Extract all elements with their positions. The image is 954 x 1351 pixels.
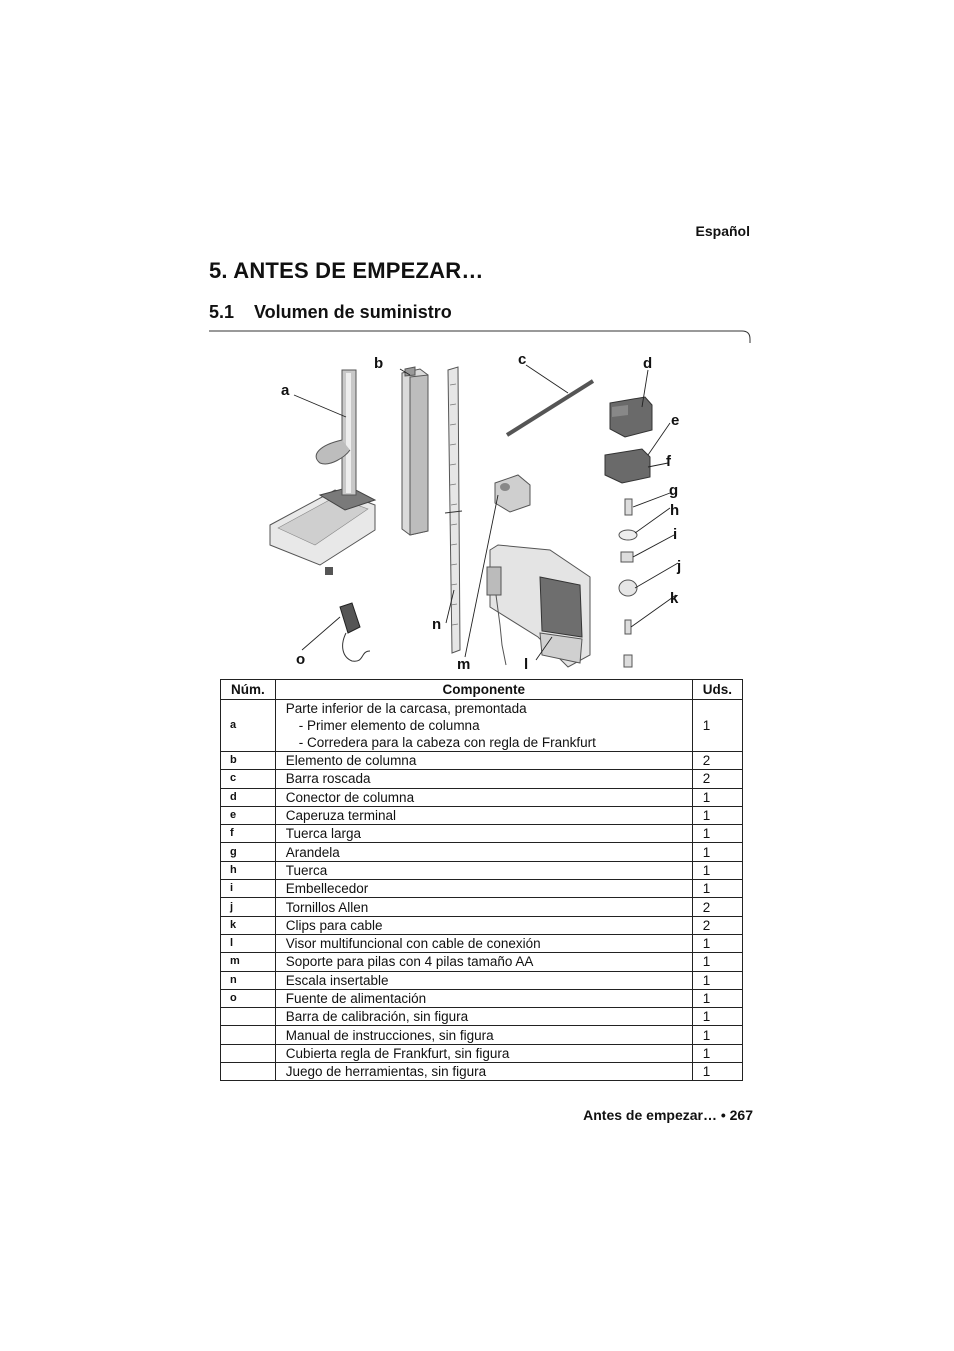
row-code — [221, 1044, 276, 1062]
row-code: i — [221, 880, 276, 898]
column-element-drawing — [402, 367, 428, 535]
row-qty: 2 — [692, 898, 742, 916]
fig-label-l: l — [524, 656, 529, 673]
row-code: j — [221, 898, 276, 916]
table-row — [221, 953, 743, 971]
table-row — [221, 934, 743, 952]
row-qty: 2 — [692, 770, 742, 788]
power-supply-drawing — [340, 603, 370, 661]
row-code: h — [221, 861, 276, 879]
row-component — [275, 700, 692, 752]
section-title-text: ANTES DE EMPEZAR… — [233, 258, 484, 283]
row-component: Arandela — [275, 843, 692, 861]
row-qty: 1 — [692, 1063, 742, 1081]
table-row — [221, 1026, 743, 1044]
row-qty: 1 — [692, 1008, 742, 1026]
parts-illustration — [250, 345, 750, 680]
row-code: c — [221, 770, 276, 788]
row-code: f — [221, 825, 276, 843]
row-component: Barra roscada — [275, 770, 692, 788]
row-qty: 1 — [692, 861, 742, 879]
row-component: Elemento de columna — [275, 752, 692, 770]
section-rule — [209, 330, 754, 344]
cable-clip-drawing — [624, 655, 632, 667]
connector-drawing — [610, 397, 652, 437]
table-row — [221, 971, 743, 989]
section-title — [209, 258, 484, 284]
row-component-line: - Corredera para la cabeza con regla de Frankfurt — [298, 735, 596, 750]
washer-drawing — [619, 530, 637, 540]
row-code: d — [221, 788, 276, 806]
table-row — [221, 1008, 743, 1026]
subsection-title — [209, 302, 452, 323]
row-component: Barra de calibración, sin figura — [275, 1008, 692, 1026]
row-component: Tuerca larga — [275, 825, 692, 843]
row-code: k — [221, 916, 276, 934]
row-component: Tornillos Allen — [275, 898, 692, 916]
row-component: Clips para cable — [275, 916, 692, 934]
fig-label-n: n — [432, 616, 442, 633]
row-qty: 1 — [692, 788, 742, 806]
allen-screw-drawing — [625, 620, 631, 634]
fig-label-a: a — [281, 382, 290, 399]
end-cap-drawing — [605, 449, 650, 483]
fig-label-o: o — [296, 651, 306, 668]
row-component-line: Parte inferior de la carcasa, premontada — [285, 701, 527, 716]
table-row — [221, 843, 743, 861]
table-row — [221, 825, 743, 843]
row-component: Caperuza terminal — [275, 806, 692, 824]
row-code: n — [221, 971, 276, 989]
fig-label-g: g — [669, 482, 679, 499]
table-row — [221, 806, 743, 824]
subsection-title-text: Volumen de suministro — [254, 302, 452, 322]
row-qty: 1 — [692, 934, 742, 952]
row-code: l — [221, 934, 276, 952]
row-code: e — [221, 806, 276, 824]
row-qty: 1 — [692, 1044, 742, 1062]
table-row — [221, 788, 743, 806]
row-component: Fuente de alimentación — [275, 989, 692, 1007]
row-code — [221, 1026, 276, 1044]
row-component: Cubierta regla de Frankfurt, sin figura — [275, 1044, 692, 1062]
row-component: Tuerca — [275, 861, 692, 879]
row-component: Conector de columna — [275, 788, 692, 806]
col-header-component: Componente — [275, 680, 692, 700]
fig-label-c: c — [518, 351, 527, 368]
table-row — [221, 880, 743, 898]
row-component: Juego de herramientas, sin figura — [275, 1063, 692, 1081]
row-qty: 2 — [692, 752, 742, 770]
table-row — [221, 916, 743, 934]
row-code: m — [221, 953, 276, 971]
threaded-rod-drawing — [507, 381, 593, 435]
table-row — [221, 861, 743, 879]
table-row — [221, 898, 743, 916]
row-qty: 1 — [692, 989, 742, 1007]
row-component-line: - Primer elemento de columna — [298, 718, 480, 733]
row-code — [221, 1008, 276, 1026]
col-header-num: Núm. — [221, 680, 276, 700]
battery-holder-drawing — [495, 475, 530, 512]
page-footer: Antes de empezar… • 267 — [583, 1107, 753, 1123]
row-code — [221, 1063, 276, 1081]
row-code: o — [221, 989, 276, 1007]
display-drawing — [487, 545, 590, 667]
row-qty: 2 — [692, 916, 742, 934]
long-nut-drawing — [625, 499, 632, 515]
fig-label-b: b — [374, 355, 384, 372]
table-row — [221, 752, 743, 770]
table-row — [221, 770, 743, 788]
row-qty: 1 — [692, 971, 742, 989]
row-qty: 1 — [692, 953, 742, 971]
fig-label-f: f — [666, 453, 671, 470]
scale-drawing — [445, 367, 462, 653]
row-qty: 1 — [692, 825, 742, 843]
fig-label-i: i — [673, 526, 678, 543]
fig-label-m: m — [457, 656, 471, 673]
col-header-qty: Uds. — [692, 680, 742, 700]
subsection-number: 5.1 — [209, 302, 235, 322]
nut-drawing — [621, 552, 633, 562]
row-component: Visor multifuncional con cable de conexión — [275, 934, 692, 952]
table-row — [221, 700, 743, 752]
language-label: Español — [695, 223, 750, 239]
trim-cap-drawing — [619, 580, 637, 596]
row-qty: 1 — [692, 843, 742, 861]
fig-label-j: j — [677, 558, 682, 575]
row-component: Manual de instrucciones, sin figura — [275, 1026, 692, 1044]
fig-label-k: k — [670, 590, 679, 607]
row-qty: 1 — [692, 1026, 742, 1044]
section-number: 5. — [209, 258, 228, 283]
row-component: Soporte para pilas con 4 pilas tamaño AA — [275, 953, 692, 971]
row-code: g — [221, 843, 276, 861]
parts-table — [220, 679, 743, 1081]
table-row — [221, 1044, 743, 1062]
fig-label-h: h — [670, 502, 680, 519]
row-qty: 1 — [692, 880, 742, 898]
row-code: a — [221, 700, 276, 752]
row-component: Embellecedor — [275, 880, 692, 898]
row-qty: 1 — [692, 806, 742, 824]
fig-label-d: d — [643, 355, 653, 372]
table-header-row — [221, 680, 743, 700]
fig-label-e: e — [671, 412, 680, 429]
row-component: Escala insertable — [275, 971, 692, 989]
table-row — [221, 1063, 743, 1081]
row-code: b — [221, 752, 276, 770]
row-qty: 1 — [692, 700, 742, 752]
table-row — [221, 989, 743, 1007]
housing-base-drawing — [270, 370, 375, 575]
